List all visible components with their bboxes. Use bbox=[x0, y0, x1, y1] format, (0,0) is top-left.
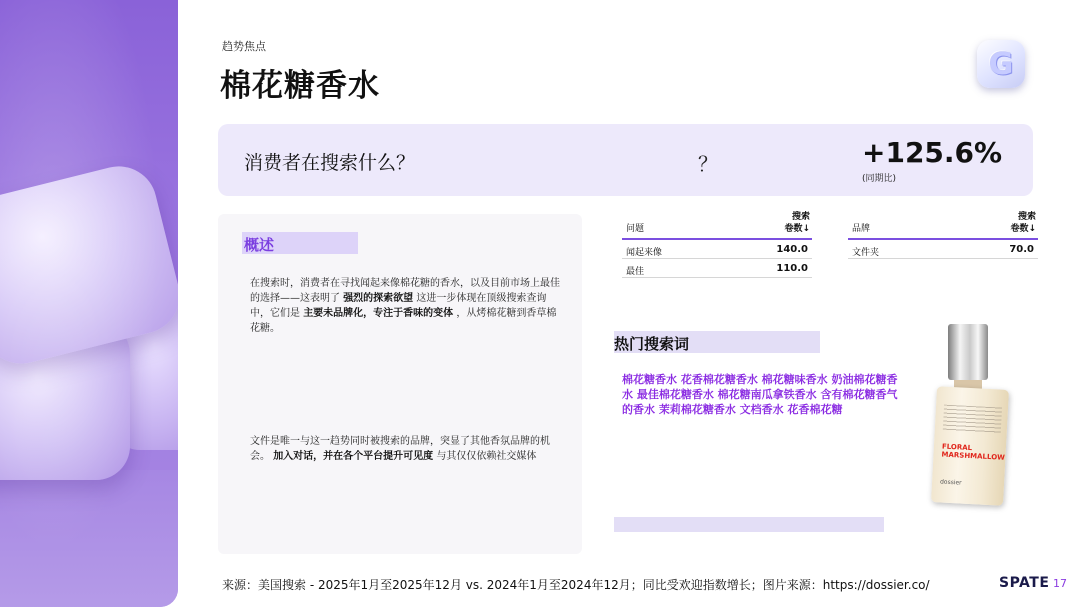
trending-terms: 棉花糖香水 花香棉花糖香水 棉花糖味香水 奶油棉花糖香水 最佳棉花糖香水 棉花糖南瓜拿铁香水 含有棉花糖香气的香水 茉莉棉花糖香水 文档香水 花香棉花糖 bbox=[622, 373, 898, 416]
table-header: 问题 搜索 卷数↓ bbox=[622, 214, 812, 240]
bottle-brand: dossier bbox=[939, 478, 962, 487]
overview-paragraph-1: 在搜索时，消费者在寻找闻起来像棉花糖的香水，以及目前市场上最佳的选择——这表明了 强烈的探索欲望 这进一步体现在顶级搜索查询中，它们是 主要未品牌化，专注于香味的变体 ，从烤棉花糖到香草棉花糖。 bbox=[250, 278, 560, 334]
bottle-glass bbox=[931, 386, 1009, 506]
table-header: 品牌 搜索 卷数↓ bbox=[848, 214, 1038, 240]
page-number: 17 bbox=[1053, 577, 1067, 590]
g-logo-icon: G bbox=[977, 40, 1025, 88]
table-row: 闻起来像 140.0 bbox=[622, 240, 812, 259]
page-title: 棉花糖香水 bbox=[220, 68, 380, 104]
banner-question: 消费者在搜索什么？ bbox=[244, 152, 416, 174]
spate-logo: SPATE bbox=[999, 575, 1050, 591]
perfume-bottle-image bbox=[930, 324, 1020, 504]
overview-card bbox=[218, 214, 582, 554]
marshmallow-photo bbox=[0, 0, 178, 607]
overview-heading: 概述 bbox=[242, 232, 358, 254]
brands-table bbox=[848, 214, 1038, 259]
table-row: 最佳 110.0 bbox=[622, 259, 812, 278]
questions-table bbox=[622, 214, 812, 278]
growth-value: +125.6% bbox=[862, 136, 1003, 169]
eyebrow-label: 趋势焦点 bbox=[222, 40, 266, 53]
question-mark-icon: ？ bbox=[698, 152, 718, 176]
growth-label: (同期比) bbox=[862, 174, 897, 184]
overview-paragraph-2: 文件是唯一与这一趋势同时被搜索的品牌，突显了其他香氛品牌的机会。 加入对话，并在各个平台提升可见度 与其仅仅依赖社交媒体 bbox=[250, 436, 550, 462]
table-row: 文件夹 70.0 bbox=[848, 240, 1038, 259]
trending-divider bbox=[614, 517, 884, 532]
bottle-cap bbox=[948, 324, 988, 380]
question-banner bbox=[218, 124, 1033, 196]
source-note: 来源：美国搜索 - 2025年1月至2025年12月 vs. 2024年1月至2024年12月；同比受欢迎指数增长；图片来源：https://dossier.co/ bbox=[222, 578, 930, 592]
trending-heading: 热门搜索词 bbox=[614, 331, 820, 353]
bottle-label: FLORAL MARSHMALLOW bbox=[941, 442, 1006, 462]
